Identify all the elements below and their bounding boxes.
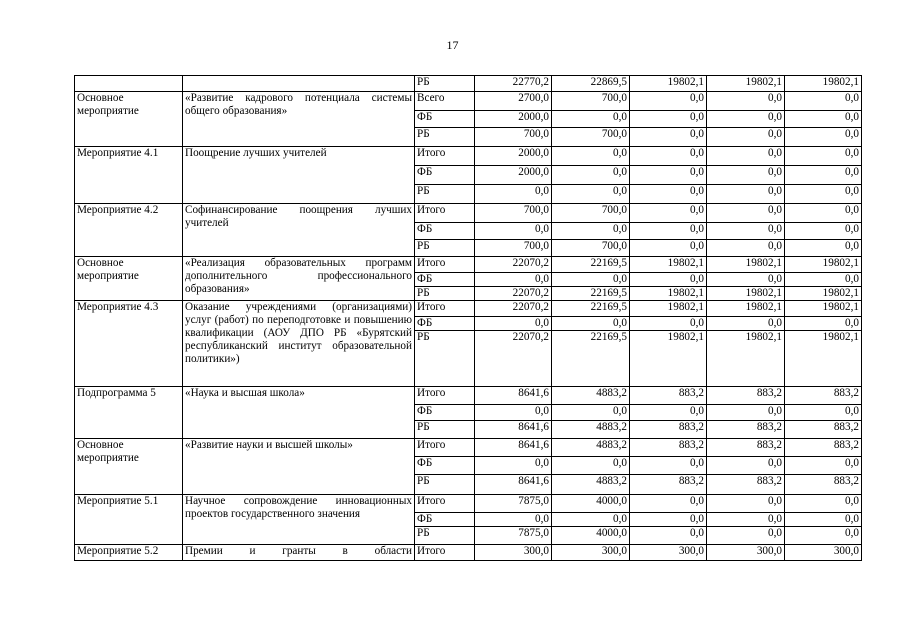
value-cell: 0,0: [785, 185, 862, 204]
value-cell: 700,0: [552, 128, 630, 147]
value-cell: 0,0: [707, 317, 785, 331]
value-cell: 0,0: [785, 147, 862, 166]
value-cell: 0,0: [707, 128, 785, 147]
value-cell: 0,0: [552, 405, 630, 421]
value-cell: 0,0: [707, 166, 785, 185]
funding-source-cell: ФБ: [415, 317, 475, 331]
funding-source-cell: ФБ: [415, 405, 475, 421]
row-type-cell: Основное мероприятие: [75, 257, 183, 301]
value-cell: 0,0: [552, 513, 630, 527]
value-cell: 19802,1: [707, 287, 785, 301]
value-cell: 19802,1: [630, 301, 707, 317]
value-cell: 0,0: [785, 495, 862, 513]
funding-source-cell: РБ: [415, 240, 475, 257]
funding-source-cell: ФБ: [415, 273, 475, 287]
table-row: [75, 147, 862, 166]
value-cell: 0,0: [552, 166, 630, 185]
value-cell: 0,0: [785, 273, 862, 287]
value-cell: 22169,5: [552, 331, 630, 387]
funding-source-cell: ФБ: [415, 166, 475, 185]
value-cell: 22070,2: [475, 287, 552, 301]
value-cell: 0,0: [630, 527, 707, 545]
value-cell: 4000,0: [552, 495, 630, 513]
value-cell: 2700,0: [475, 92, 552, 111]
value-cell: 22169,5: [552, 301, 630, 317]
value-cell: 4000,0: [552, 527, 630, 545]
value-cell: 0,0: [552, 273, 630, 287]
value-cell: 19802,1: [707, 301, 785, 317]
value-cell: 22070,2: [475, 257, 552, 273]
value-cell: 0,0: [785, 513, 862, 527]
value-cell: 883,2: [785, 421, 862, 439]
value-cell: 0,0: [630, 317, 707, 331]
row-name-cell: «Наука и высшая школа»: [183, 387, 415, 439]
value-cell: 300,0: [552, 545, 630, 561]
value-cell: 0,0: [785, 166, 862, 185]
value-cell: 0,0: [475, 223, 552, 240]
budget-table: [74, 75, 862, 561]
value-cell: 8641,6: [475, 421, 552, 439]
value-cell: 0,0: [475, 317, 552, 331]
value-cell: 22869,5: [552, 76, 630, 92]
value-cell: 0,0: [475, 457, 552, 475]
value-cell: 700,0: [475, 128, 552, 147]
value-cell: 0,0: [475, 273, 552, 287]
value-cell: 22169,5: [552, 287, 630, 301]
value-cell: 19802,1: [630, 76, 707, 92]
value-cell: 0,0: [630, 240, 707, 257]
row-type-cell: Мероприятие 4.1: [75, 147, 183, 204]
value-cell: 0,0: [475, 513, 552, 527]
value-cell: 0,0: [785, 128, 862, 147]
funding-source-cell: Итого: [415, 257, 475, 273]
table-row: [75, 92, 862, 111]
value-cell: 2000,0: [475, 111, 552, 128]
row-type-cell: Мероприятие 5.2: [75, 545, 183, 561]
table-row: [75, 545, 862, 561]
value-cell: 883,2: [707, 421, 785, 439]
row-name-cell: «Развитие кадрового потенциала системы общего образования»: [183, 92, 415, 147]
value-cell: 19802,1: [630, 287, 707, 301]
value-cell: 0,0: [552, 223, 630, 240]
funding-source-cell: Итого: [415, 204, 475, 223]
value-cell: 883,2: [785, 475, 862, 495]
value-cell: 0,0: [785, 111, 862, 128]
value-cell: 883,2: [630, 439, 707, 457]
value-cell: 0,0: [785, 405, 862, 421]
value-cell: 19802,1: [785, 331, 862, 387]
value-cell: 300,0: [630, 545, 707, 561]
funding-source-cell: Итого: [415, 545, 475, 561]
funding-source-cell: РБ: [415, 287, 475, 301]
value-cell: 22770,2: [475, 76, 552, 92]
table-row: [75, 204, 862, 223]
value-cell: 0,0: [552, 317, 630, 331]
value-cell: 300,0: [475, 545, 552, 561]
value-cell: 0,0: [707, 240, 785, 257]
row-type-cell: Мероприятие 4.2: [75, 204, 183, 257]
value-cell: 700,0: [552, 92, 630, 111]
value-cell: 883,2: [785, 439, 862, 457]
value-cell: 300,0: [707, 545, 785, 561]
value-cell: 0,0: [630, 273, 707, 287]
value-cell: 0,0: [785, 240, 862, 257]
value-cell: 22070,2: [475, 331, 552, 387]
value-cell: 0,0: [630, 223, 707, 240]
value-cell: 0,0: [707, 92, 785, 111]
funding-source-cell: РБ: [415, 475, 475, 495]
value-cell: 0,0: [707, 111, 785, 128]
value-cell: 4883,2: [552, 387, 630, 405]
row-name-cell: [183, 76, 415, 92]
row-type-cell: Основное мероприятие: [75, 92, 183, 147]
value-cell: 8641,6: [475, 475, 552, 495]
value-cell: 19802,1: [630, 257, 707, 273]
table-row: [75, 301, 862, 317]
value-cell: 0,0: [630, 513, 707, 527]
table-row: [75, 257, 862, 273]
value-cell: 0,0: [785, 527, 862, 545]
row-name-cell: «Реализация образовательных программ дополнительного профессионального образования»: [183, 257, 415, 301]
value-cell: 22169,5: [552, 257, 630, 273]
funding-source-cell: РБ: [415, 185, 475, 204]
value-cell: 0,0: [785, 204, 862, 223]
value-cell: 2000,0: [475, 166, 552, 185]
page-number: 17: [446, 38, 459, 52]
value-cell: 2000,0: [475, 147, 552, 166]
value-cell: 0,0: [475, 185, 552, 204]
funding-source-cell: РБ: [415, 527, 475, 545]
row-name-cell: Научное сопровождение инновационных проектов государственного значения: [183, 495, 415, 545]
value-cell: 883,2: [707, 387, 785, 405]
value-cell: 883,2: [707, 475, 785, 495]
funding-source-cell: Всего: [415, 92, 475, 111]
value-cell: 8641,6: [475, 387, 552, 405]
value-cell: 0,0: [785, 317, 862, 331]
value-cell: 0,0: [552, 185, 630, 204]
value-cell: 0,0: [707, 405, 785, 421]
value-cell: 0,0: [785, 457, 862, 475]
funding-source-cell: РБ: [415, 128, 475, 147]
funding-source-cell: Итого: [415, 495, 475, 513]
value-cell: 0,0: [707, 513, 785, 527]
value-cell: 4883,2: [552, 439, 630, 457]
value-cell: 0,0: [707, 204, 785, 223]
value-cell: 0,0: [707, 223, 785, 240]
value-cell: 7875,0: [475, 527, 552, 545]
value-cell: 19802,1: [785, 257, 862, 273]
funding-source-cell: РБ: [415, 421, 475, 439]
value-cell: 0,0: [630, 128, 707, 147]
value-cell: 4883,2: [552, 421, 630, 439]
row-type-cell: Основное мероприятие: [75, 439, 183, 495]
funding-source-cell: Итого: [415, 147, 475, 166]
value-cell: 883,2: [630, 475, 707, 495]
row-name-cell: Софинансирование поощрения лучших учителей: [183, 204, 415, 257]
row-type-cell: Мероприятие 4.3: [75, 301, 183, 387]
value-cell: 700,0: [552, 240, 630, 257]
value-cell: 22070,2: [475, 301, 552, 317]
row-name-cell: Оказание учреждениями (организациями) услуг (работ) по переподготовке и повышению квалификации (АОУ ДПО РБ «Бурятский республиканский институт образовательной политики»): [183, 301, 415, 387]
value-cell: 0,0: [785, 92, 862, 111]
funding-source-cell: ФБ: [415, 223, 475, 240]
value-cell: 883,2: [707, 439, 785, 457]
value-cell: 19802,1: [707, 257, 785, 273]
row-name-cell: Премии и гранты в области: [183, 545, 415, 561]
row-name-cell: Поощрение лучших учителей: [183, 147, 415, 204]
funding-source-cell: РБ: [415, 76, 475, 92]
funding-source-cell: ФБ: [415, 457, 475, 475]
funding-source-cell: ФБ: [415, 111, 475, 128]
value-cell: 0,0: [707, 273, 785, 287]
value-cell: 0,0: [630, 204, 707, 223]
value-cell: 19802,1: [785, 287, 862, 301]
table-row: [75, 495, 862, 513]
value-cell: 0,0: [630, 166, 707, 185]
value-cell: 0,0: [707, 147, 785, 166]
value-cell: 19802,1: [707, 331, 785, 387]
value-cell: 19802,1: [630, 331, 707, 387]
table-row: [75, 387, 862, 405]
value-cell: 19802,1: [785, 76, 862, 92]
value-cell: 8641,6: [475, 439, 552, 457]
funding-source-cell: РБ: [415, 331, 475, 387]
value-cell: 4883,2: [552, 475, 630, 495]
value-cell: 19802,1: [785, 301, 862, 317]
funding-source-cell: Итого: [415, 439, 475, 457]
value-cell: 300,0: [785, 545, 862, 561]
value-cell: 0,0: [630, 111, 707, 128]
row-type-cell: Подпрограмма 5: [75, 387, 183, 439]
value-cell: 0,0: [630, 405, 707, 421]
value-cell: 0,0: [475, 405, 552, 421]
value-cell: 883,2: [630, 387, 707, 405]
value-cell: 0,0: [630, 457, 707, 475]
value-cell: 0,0: [785, 223, 862, 240]
value-cell: 0,0: [552, 457, 630, 475]
value-cell: 0,0: [707, 495, 785, 513]
value-cell: 0,0: [552, 147, 630, 166]
value-cell: 0,0: [707, 457, 785, 475]
funding-source-cell: Итого: [415, 387, 475, 405]
value-cell: 0,0: [630, 147, 707, 166]
funding-source-cell: ФБ: [415, 513, 475, 527]
value-cell: 883,2: [785, 387, 862, 405]
value-cell: 700,0: [475, 240, 552, 257]
row-type-cell: [75, 76, 183, 92]
table-row: [75, 76, 862, 92]
value-cell: 883,2: [630, 421, 707, 439]
value-cell: 0,0: [552, 111, 630, 128]
value-cell: 0,0: [630, 185, 707, 204]
value-cell: 0,0: [707, 527, 785, 545]
value-cell: 700,0: [552, 204, 630, 223]
value-cell: 0,0: [707, 185, 785, 204]
value-cell: 19802,1: [707, 76, 785, 92]
funding-source-cell: Итого: [415, 301, 475, 317]
value-cell: 0,0: [630, 92, 707, 111]
row-name-cell: «Развитие науки и высшей школы»: [183, 439, 415, 495]
row-type-cell: Мероприятие 5.1: [75, 495, 183, 545]
value-cell: 700,0: [475, 204, 552, 223]
value-cell: 0,0: [630, 495, 707, 513]
value-cell: 7875,0: [475, 495, 552, 513]
table-row: [75, 439, 862, 457]
